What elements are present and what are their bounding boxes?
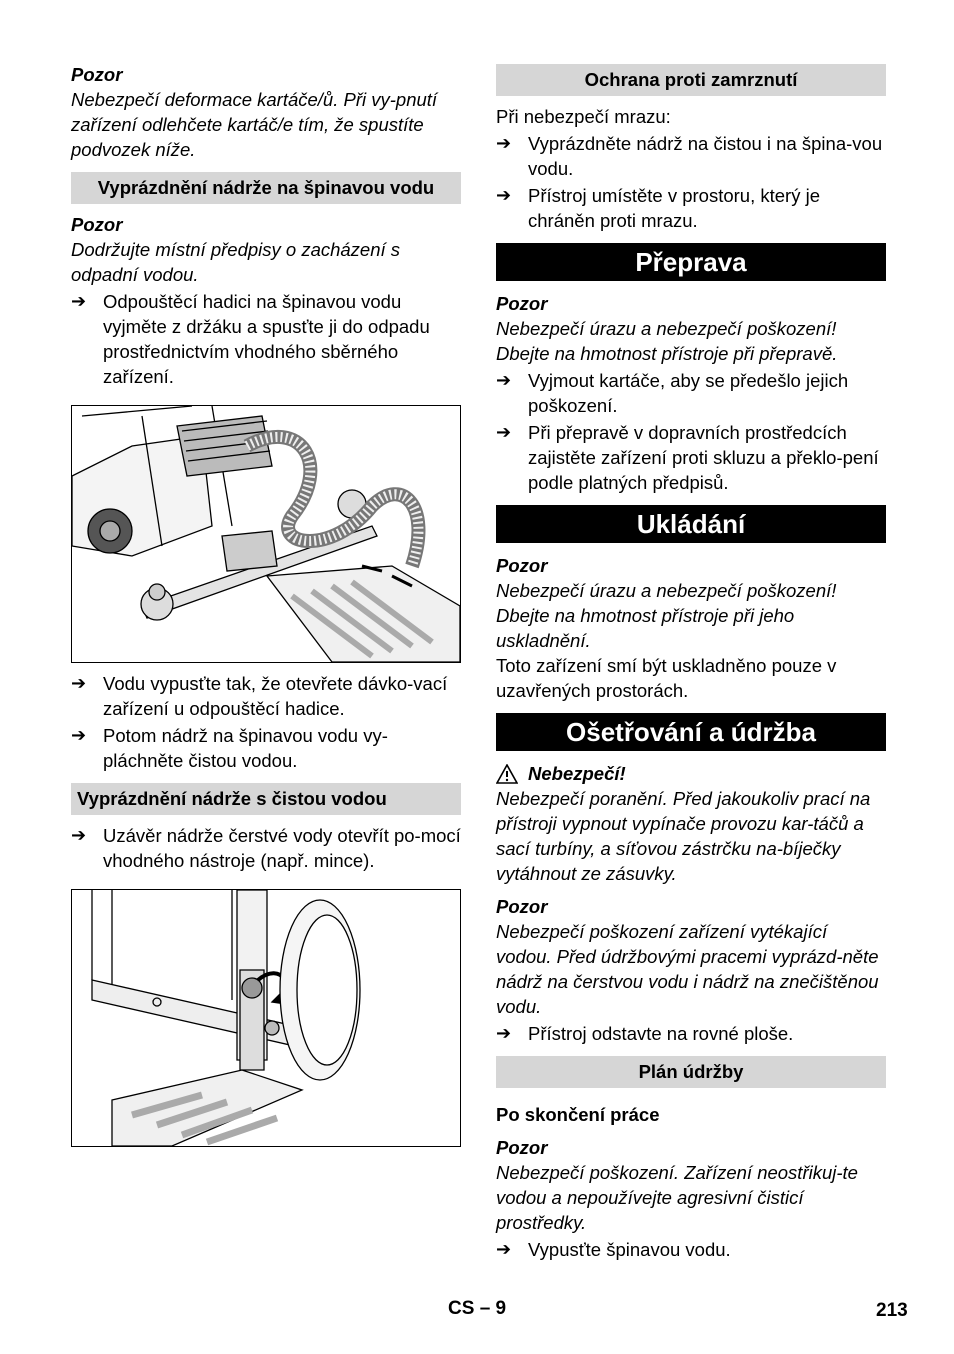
list-item: ➔ Vyprázdněte nádrž na čistou i na špina-vou vodu. <box>496 133 883 179</box>
list-item: ➔ Při přepravě v dopravních prostředcích zajistěte zařízení proti skluzu a překlo-pení podle platných předpisů. <box>496 422 879 493</box>
list-item: ➔ Uzávěr nádrže čerstvé vody otevřít po-mocí vhodného nástroje (např. mince). <box>71 825 461 871</box>
footer-page-number: 213 <box>876 1300 908 1321</box>
warning-label: Pozor <box>496 1137 548 1158</box>
warning-label: Pozor <box>71 214 123 235</box>
right-column <box>496 62 886 1262</box>
footer-language-page <box>448 1296 506 1321</box>
list-item: ➔ Vyjmout kartáče, aby se předešlo jejich poškození. <box>496 370 849 416</box>
warning-text: Nebezpečí deformace kartáče/ů. Při vy-pnutí zařízení odlehčete kartáč/e tím, že spustíte podvozek níže. <box>71 89 438 160</box>
chapter-heading-transport: Přeprava <box>496 243 886 281</box>
danger-label: Nebezpečí! <box>528 763 626 784</box>
warning-text: Nebezpečí poškození zařízení vytékající vodou. Před údržbovými pracemi vyprázd-něte nádrž na čerstvou vodu i nádrž na znečištěnou vodu. <box>496 921 879 1017</box>
list-item: ➔ Vodu vypusťte tak, že otevřete dávko-vací zařízení u odpouštěcí hadice. <box>71 673 448 719</box>
arrow-right-icon: ➔ <box>496 370 512 390</box>
warning-triangle-icon <box>496 764 518 784</box>
body-text: Při nebezpečí mrazu: <box>496 106 671 127</box>
section-heading-dirty-water: Vyprázdnění nádrže na špinavou vodu <box>71 172 461 204</box>
footer-section-page: – 9 <box>479 1298 507 1319</box>
danger-text: Nebezpečí poranění. Před jakoukoliv prací na přístroji vypnout vypínače provozu kar-táčů a sací turbíny, a síťovou zástrčku na-bíječky vytáhnout ze zásuvky. <box>496 788 871 884</box>
warning-label: Pozor <box>496 293 548 314</box>
warning-text: Nebezpečí poškození. Zařízení neostřikuj-te vodou a nepoužívejte agresivní čisticí prostředky. <box>496 1162 858 1233</box>
arrow-right-icon: ➔ <box>71 291 87 311</box>
arrow-right-icon: ➔ <box>71 825 87 845</box>
warning-text: Nebezpečí úrazu a nebezpečí poškození! Dbejte na hmotnost přístroje při přepravě. <box>496 318 838 364</box>
left-column <box>71 62 461 1155</box>
arrow-right-icon: ➔ <box>71 673 87 693</box>
danger-line <box>496 761 886 786</box>
list-item: ➔ Vypusťte špinavou vodu. <box>496 1239 731 1260</box>
arrow-right-icon: ➔ <box>71 725 87 745</box>
list-item: ➔ Přístroj umístěte v prostoru, který je chráněn proti mrazu. <box>496 185 820 231</box>
list-item: ➔ Potom nádrž na špinavou vodu vy-pláchněte čistou vodou. <box>71 725 388 771</box>
arrow-right-icon: ➔ <box>496 1023 512 1043</box>
body-text: Toto zařízení smí být uskladněno pouze v uzavřených prostorách. <box>496 655 837 701</box>
list-item: ➔ Přístroj odstavte na rovné ploše. <box>496 1023 794 1044</box>
chapter-heading-storage: Ukládání <box>496 505 886 543</box>
list-item: ➔ Odpouštěcí hadici na špinavou vodu vyjměte z držáku a spusťte ji do odpadu prostřednictvím vhodného sběrného zařízení. <box>71 291 430 387</box>
warning-label: Pozor <box>496 555 548 576</box>
illustration-drain-hose <box>71 405 461 663</box>
arrow-right-icon: ➔ <box>496 422 512 442</box>
section-heading-frost: Ochrana proti zamrznutí <box>496 64 886 96</box>
footer-language: CS <box>448 1298 475 1319</box>
arrow-right-icon: ➔ <box>496 185 512 205</box>
arrow-right-icon: ➔ <box>496 1239 512 1259</box>
illustration-tank-cap <box>71 889 461 1147</box>
arrow-right-icon: ➔ <box>496 133 512 153</box>
section-heading-fresh-water: Vyprázdnění nádrže s čistou vodou <box>71 783 461 815</box>
warning-text: Dodržujte místní předpisy o zacházení s odpadní vodou. <box>71 239 401 285</box>
warning-label: Pozor <box>496 896 548 917</box>
warning-text: Nebezpečí úrazu a nebezpečí poškození! Dbejte na hmotnost přístroje při jeho uskladnění. <box>496 580 837 651</box>
subheading-after-work: Po skončení práce <box>496 1104 660 1125</box>
section-heading-maintenance-plan: Plán údržby <box>496 1056 886 1088</box>
chapter-heading-maintenance: Ošetřování a údržba <box>496 713 886 751</box>
warning-label: Pozor <box>71 64 123 85</box>
